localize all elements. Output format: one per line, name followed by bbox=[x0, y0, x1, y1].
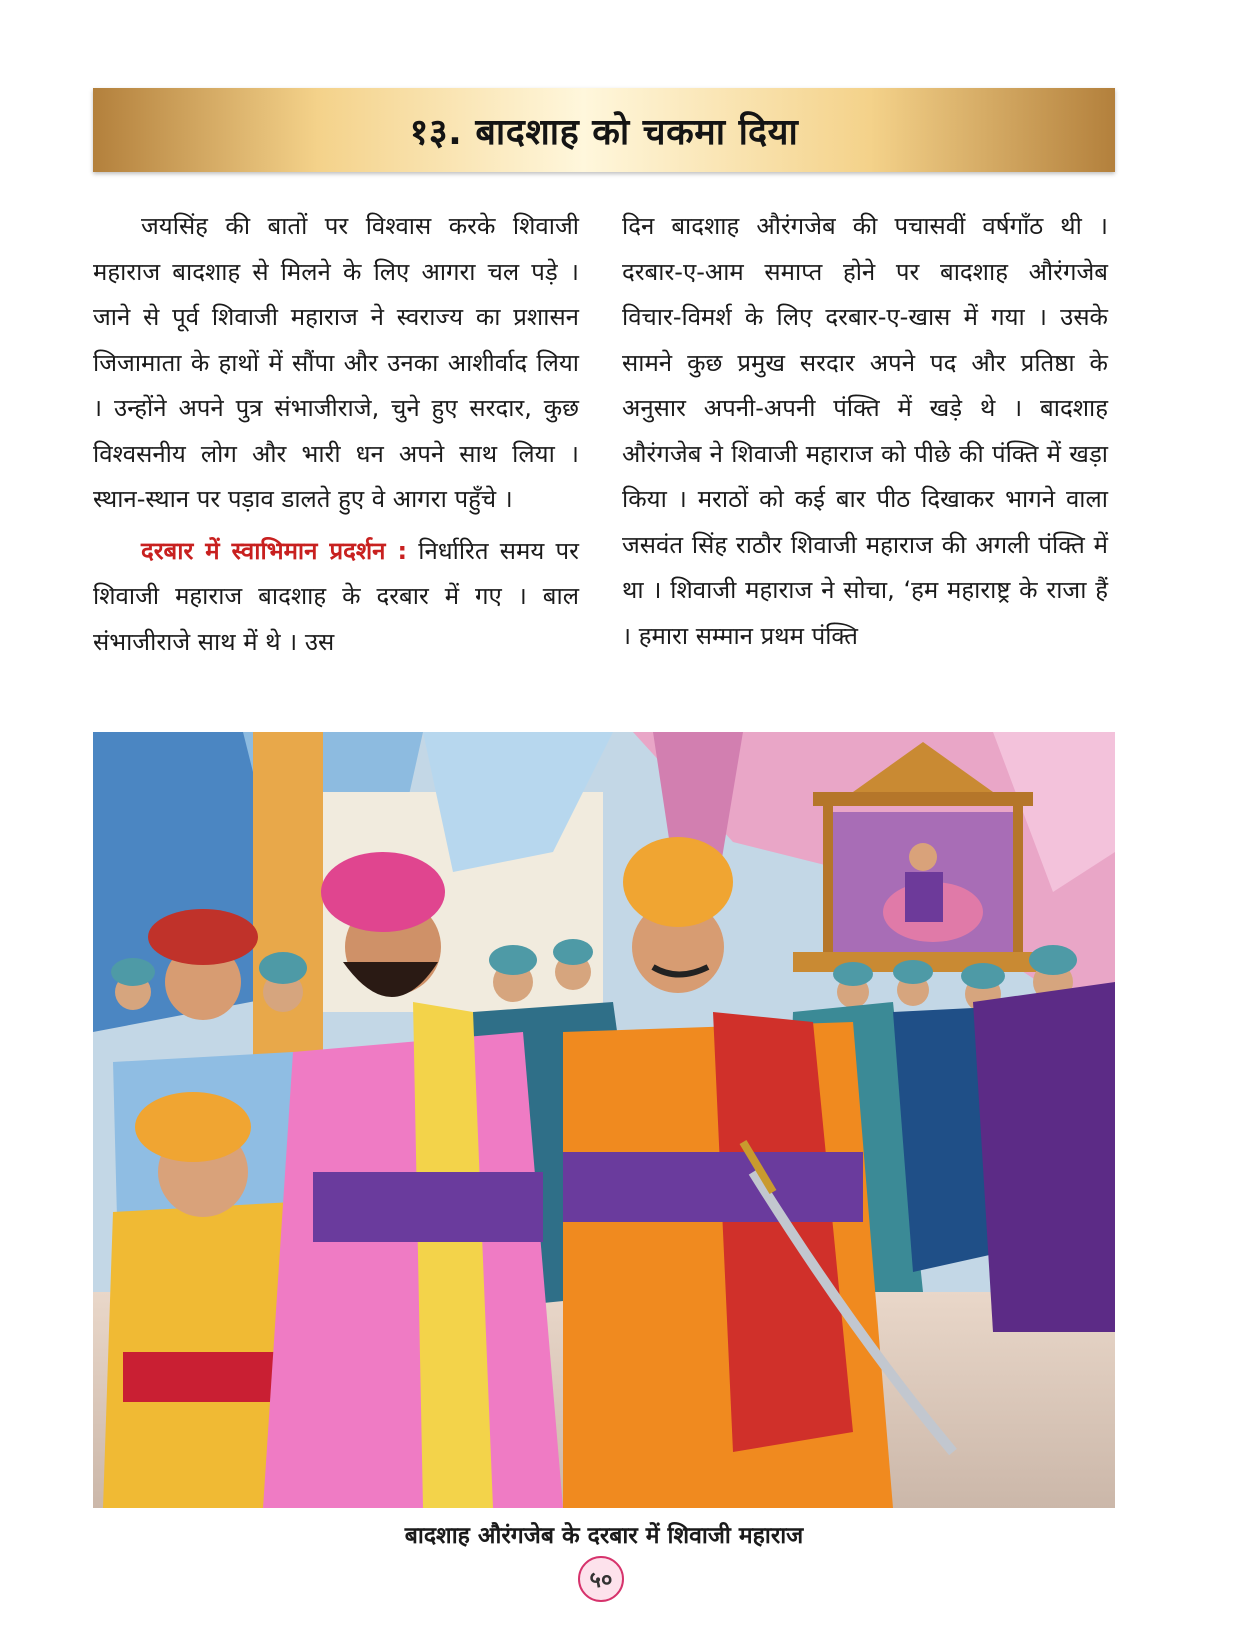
chapter-title: १३. बादशाह को चकमा दिया bbox=[409, 111, 799, 153]
chapter-title-banner bbox=[93, 88, 1115, 172]
page-number: ५० bbox=[578, 1556, 624, 1602]
figure-caption: बादशाह औरंगजेब के दरबार में शिवाजी महाराज bbox=[404, 1523, 804, 1549]
right-text-column bbox=[622, 204, 1108, 659]
court-scene-image bbox=[93, 732, 1115, 1508]
paragraph-darbar-text: निर्धारित समय पर शिवाजी महाराज बादशाह के दरबार में गए । बाल संभाजीराजे साथ में थे । उस bbox=[93, 536, 579, 656]
paragraph-journey: जयसिंह की बातों पर विश्वास करके शिवाजी महाराज बादशाह से मिलने के लिए आगरा चल पड़े । जाने से पूर्व शिवाजी महाराज ने स्वराज्य का प्रशासन जिजामाता के हाथों में सौंपा और उनका आशीर्वाद लिया । उन्होंने अपने पुत्र संभाजीराजे, चुने हुए सरदार, कुछ विश्वसनीय लोग और भारी धन अपने साथ लिया । स्थान-स्थान पर पड़ाव डालते हुए वे आगरा पहुँचे । bbox=[93, 212, 579, 513]
paragraph-birthday-court: दिन बादशाह औरंगजेब की पचासवीं वर्षगाँठ थी । दरबार-ए-आम समाप्त होने पर बादशाह औरंगजेब विचार-विमर्श के लिए दरबार-ए-खास में गया । उसके सामने कुछ प्रमुख सरदार अपने पद और प्रतिष्ठा के अनुसार अपनी-अपनी पंक्ति में खड़े थे । बादशाह औरंगजेब ने शिवाजी महाराज को पीछे की पंक्ति में खड़ा किया । मराठों को कई बार पीठ दिखाकर भागने वाला जसवंत सिंह राठौर शिवाजी महाराज की अगली पंक्ति में था । शिवाजी महाराज ने सोचा, ‘हम महाराष्ट्र के राजा हैं । हमारा सम्मान प्रथम पंक्ति bbox=[622, 212, 1108, 650]
left-text-column bbox=[93, 204, 579, 665]
court-illustration bbox=[93, 732, 1115, 1508]
paragraph-darbar bbox=[93, 529, 579, 666]
subheading-self-respect: दरबार में स्वाभिमान प्रदर्शन : bbox=[141, 536, 408, 565]
